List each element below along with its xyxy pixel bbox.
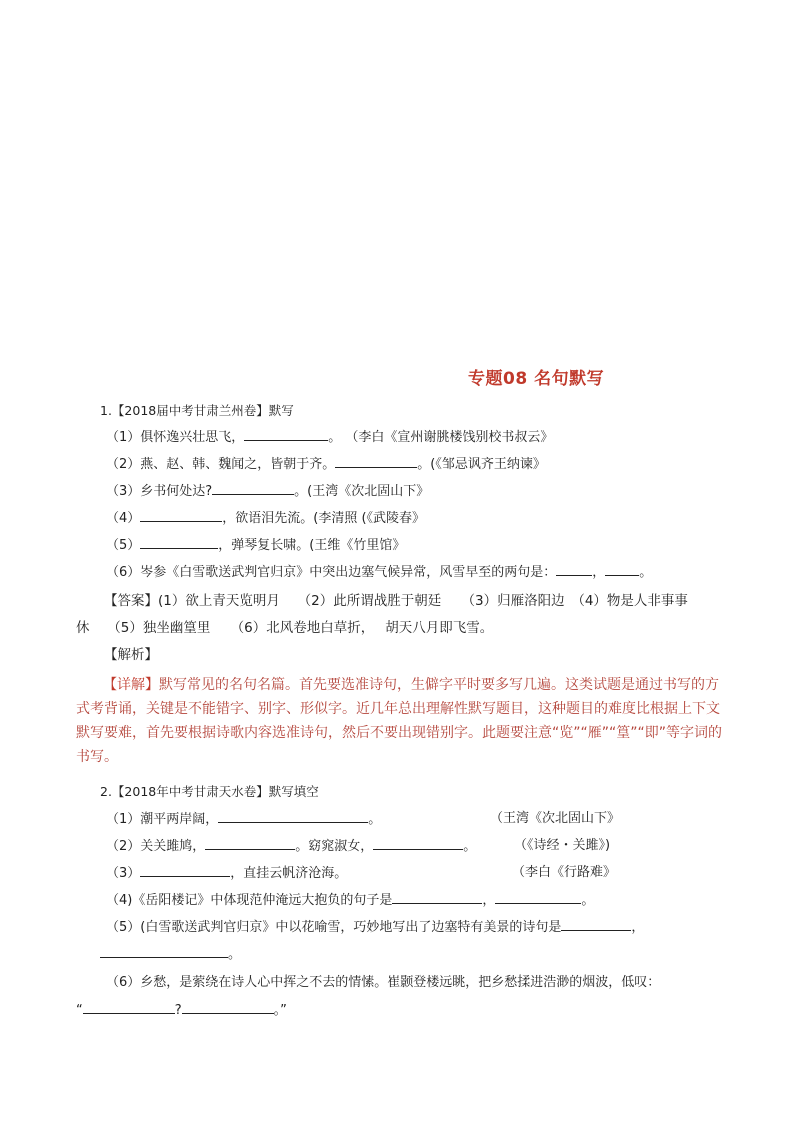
- q1-item-4: （4） ，欲语泪先流。(李清照 (《武陵春》: [106, 511, 426, 526]
- q1-item-6: （6）岑参《白雪歌送武判官归京》中突出边塞气候异常，风雪早至的两句是： ， 。: [106, 565, 653, 580]
- q2-item-6: （6）乡愁，是萦绕在诗人心中挥之不去的情愫。崔颢登楼远眺，把乡愁揉进浩渺的烟波，低叹：: [106, 975, 661, 990]
- q2-item-4: （4)《岳阳楼记》中体现范仲淹远大抱负的句子是 ， 。: [106, 893, 595, 908]
- q2-item-1: （1）潮平两岸阔， 。: [106, 812, 382, 827]
- answer-blank[interactable]: [212, 482, 294, 495]
- q1-item-1: （1）俱怀逸兴壮思飞， 。 （李白《宣州谢朓楼饯别校书叔云》: [106, 430, 554, 445]
- q1-header: 1.【2018届中考甘肃兰州卷】默写: [100, 403, 294, 418]
- answer-blank[interactable]: [392, 891, 482, 904]
- q2-source-2: （《诗经・关雎》): [514, 838, 611, 853]
- answer-blank[interactable]: [218, 810, 368, 823]
- q2-item-3: （3） ，直挂云帆济沧海。: [106, 866, 348, 881]
- q2-source-3: （李白《行路难》: [512, 865, 617, 880]
- answer-line-2: 休 （5）独坐幽篁里 （6）北风卷地白草折， 胡天八月即飞雪。: [76, 620, 494, 636]
- q2-source-1: （王湾《次北固山下》: [490, 811, 621, 826]
- answer-blank[interactable]: [100, 945, 228, 958]
- q2-header: 2.【2018年中考甘肃天水卷】默写填空: [100, 784, 319, 799]
- answer-blank[interactable]: [605, 563, 639, 576]
- answer-blank[interactable]: [140, 864, 230, 877]
- q2-item-5: （5）(白雪歌送武判官归京》中以花喻雪，巧妙地写出了边塞特有美景的诗句是 ，: [106, 920, 645, 935]
- page-title: 专题08 名句默写: [468, 369, 605, 389]
- q2-item-2: （2）关关雎鸠， 。窈窕淑女， 。: [106, 839, 477, 854]
- q2-item-6-answer: “ ? 。”: [76, 1003, 287, 1018]
- answer-blank[interactable]: [373, 837, 463, 850]
- analysis-detail: [76, 673, 726, 769]
- answer-blank[interactable]: [335, 455, 417, 468]
- answer-blank[interactable]: [556, 563, 592, 576]
- answer-blank[interactable]: [83, 1001, 175, 1014]
- answer-blank[interactable]: [140, 536, 218, 549]
- detail-text: 默写常见的名句名篇。首先要选准诗句，生僻字平时要多写几遍。这类试题是通过书写的方式考背诵，关键是不能错字、别字、形似字。近几年总出理解性默写题目，这种题目的难度比根据上下文默写要难，首先要根据诗歌内容选准诗句，然后不要出现错别字。此题要注意“览”“雁”“篁”“即”等字词的书写。: [76, 677, 723, 765]
- answer-blank[interactable]: [182, 1001, 274, 1014]
- analysis-label: 【解析】: [104, 647, 158, 663]
- q1-item-3: （3）乡书何处达? 。(王湾《次北固山下》: [106, 484, 430, 499]
- answer-line-1: 【答案】(1）欲上青天览明月 （2）此所谓战胜于朝廷 （3）归雁洛阳边 （4）物是人非事事: [104, 593, 688, 609]
- q1-item-2: （2）燕、赵、韩、魏闻之，皆朝于齐。 。(《邹忌讽齐王纳谏》: [106, 457, 546, 472]
- answer-blank[interactable]: [561, 918, 631, 931]
- answer-blank[interactable]: [244, 428, 328, 441]
- q2-item-5-cont: 。: [100, 945, 241, 964]
- answer-blank[interactable]: [205, 837, 295, 850]
- q1-item-5: （5） ，弹琴复长啸。(王维《竹里馆》: [106, 538, 406, 553]
- detail-label: 【详解】: [103, 677, 159, 693]
- answer-blank[interactable]: [140, 509, 222, 522]
- answer-blank[interactable]: [495, 891, 581, 904]
